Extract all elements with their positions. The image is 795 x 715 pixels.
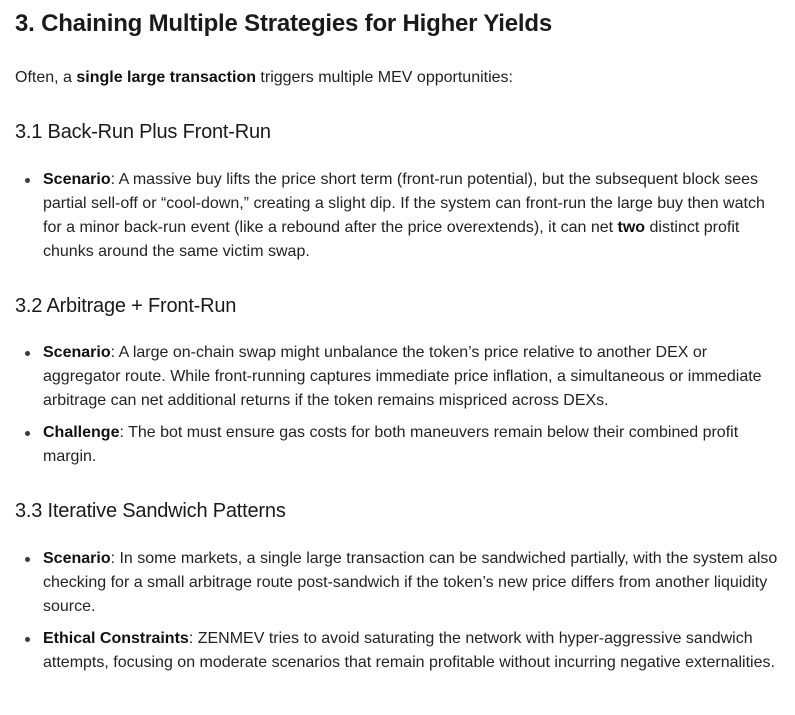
- item-text: : The bot must ensure gas costs for both maneuvers remain below their combined profit margin.: [43, 424, 739, 465]
- item-label: Challenge: [43, 424, 120, 441]
- item-label: Scenario: [43, 550, 111, 567]
- list-item: [15, 421, 780, 469]
- intro-suffix: triggers multiple MEV opportunities:: [255, 69, 513, 86]
- section-list-3-3: [15, 547, 780, 683]
- section-heading-3-1: 3.1 Back-Run Plus Front-Run: [15, 121, 271, 143]
- item-inline-bold: two: [617, 219, 646, 236]
- item-text-tail: distinct profit chunks around the same victim swap.: [43, 219, 740, 260]
- bullet-icon: [25, 431, 30, 436]
- list-item: [15, 547, 780, 619]
- page-title: 3. Chaining Multiple Strategies for Higher Yields: [15, 10, 552, 37]
- bullet-icon: [25, 557, 30, 562]
- section-list-3-1: [15, 168, 780, 272]
- intro-prefix: Often, a: [15, 69, 77, 86]
- item-label: Scenario: [43, 171, 111, 188]
- bullet-icon: [25, 637, 30, 642]
- bullet-icon: [25, 178, 30, 183]
- item-label: Scenario: [43, 344, 111, 361]
- section-heading-3-2: 3.2 Arbitrage + Front-Run: [15, 295, 237, 317]
- intro-bold: single large transaction: [76, 69, 256, 86]
- intro-paragraph: [15, 66, 513, 90]
- list-item: [15, 168, 780, 264]
- list-item: [15, 341, 780, 413]
- bullet-icon: [25, 351, 30, 356]
- item-text: : A massive buy lifts the price short term (front-run potential), but the subsequent block sees partial sell-off or “cool-down,” creating a slight dip. If the system can front-run the large buy then watch for a minor back-run event (like a rebound after the price overextends), it can net: [43, 171, 765, 236]
- item-label: Ethical Constraints: [43, 630, 189, 647]
- section-list-3-2: [15, 341, 780, 477]
- item-text: : A large on-chain swap might unbalance the token’s price relative to another DEX or aggregator route. While front-running captures immediate price inflation, a simultaneous or immediate arbitrage can net additional returns if the token remains mispriced across DEXs.: [43, 344, 762, 409]
- list-item: [15, 627, 780, 675]
- item-text: : In some markets, a single large transaction can be sandwiched partially, with the system also checking for a small arbitrage route post-sandwich if the token’s new price differs from another liquidity source.: [43, 550, 778, 615]
- section-heading-3-3: 3.3 Iterative Sandwich Patterns: [15, 500, 286, 522]
- item-text: : ZENMEV tries to avoid saturating the network with hyper-aggressive sandwich attempts, focusing on moderate scenarios that remain profitable without incurring negative externalities.: [43, 630, 775, 671]
